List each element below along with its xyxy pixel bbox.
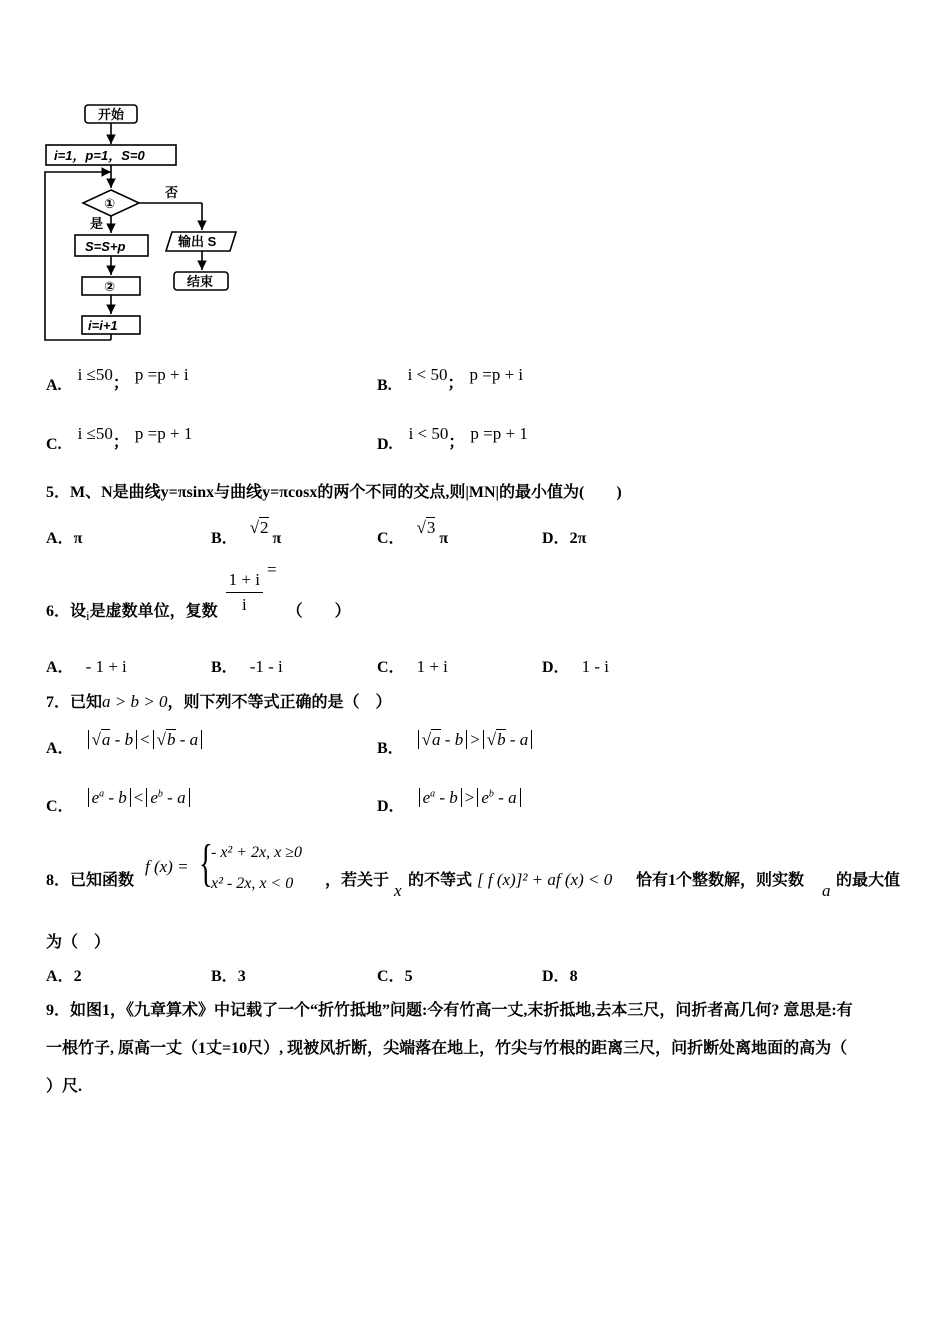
q6-stem: 6．设$_i$是虚数单位，复数 $\frac{1 + i}{i}$ = （ ） xyxy=(46,560,351,623)
q8-option-a: A．2 xyxy=(46,968,82,985)
q4-expr: p =p + 1 xyxy=(134,424,193,443)
q8-fx: f (x) = xyxy=(145,857,189,876)
q9-line2: 一根竹子, 原高一丈（1丈=10尺）, 现被风折断，尖端落在地上，竹尖与竹根的距离三尺，问折断处离地面的高为（ xyxy=(46,1040,848,1057)
q6-option-d: D． 1 - i xyxy=(542,657,609,676)
q7-option-a: A． √a - b < √b - a xyxy=(46,727,202,750)
q8-param: a xyxy=(822,881,831,900)
q7-option-b: B． √a - b > √b - a xyxy=(377,727,532,750)
q4-option-c: C. i ≤50； p =p + 1 xyxy=(46,424,193,453)
q7-option-d: D． $e^a - b > e^b - a$ xyxy=(377,785,521,808)
q8-mid3: 恰有1个整数解，则实数 xyxy=(636,872,805,889)
q4-option-a: A. i ≤50； p =p + i xyxy=(46,365,189,394)
option-label: A. xyxy=(46,377,62,394)
q4-option-d: D. i < 50； p =p + 1 xyxy=(377,424,528,453)
q4-cond: i ≤50 xyxy=(77,424,113,443)
q5-stem: 5．M、N是曲线y=πsinx与曲线y=πcosx的两个不同的交点,则|MN|的最小值为( ) xyxy=(46,484,622,501)
q6-option-a: A． - 1 + i xyxy=(46,657,127,676)
q6-option-b: B． -1 - i xyxy=(211,657,283,676)
q8-line2: 为（ ） xyxy=(46,934,111,951)
q6-option-c: C． 1 + i xyxy=(377,657,448,676)
q7-option-c: C． $e^a - b < e^b - a$ xyxy=(46,785,190,808)
flow-cond-text: ① xyxy=(104,196,116,211)
flow-end-text: 结束 xyxy=(187,274,214,289)
q8-option-d: D．8 xyxy=(542,968,578,985)
option-label: B. xyxy=(377,377,392,394)
flow-init-text: i=1，p=1，S=0 xyxy=(54,148,145,163)
q4-cond: i < 50 xyxy=(407,365,448,384)
q8-prefix: 8．已知函数 xyxy=(46,872,135,889)
q4-expr: p =p + 1 xyxy=(470,424,528,443)
flow-output-text: 输出 S xyxy=(178,234,217,249)
q7-stem: 7．已知a > b > 0，则下列不等式正确的是（ ） xyxy=(46,692,392,711)
q8-option-b: B．3 xyxy=(211,968,246,985)
q4-expr: p =p + i xyxy=(134,365,189,384)
q4-option-b: B. i < 50； p =p + i xyxy=(377,365,524,394)
flow-no-text: 否 xyxy=(165,185,179,200)
q8-ineq: [ f (x)]² + af (x) < 0 xyxy=(477,870,613,889)
option-label: D. xyxy=(377,436,393,453)
q4-cond: i < 50 xyxy=(408,424,449,443)
q8-mid1: ，若关于 xyxy=(325,872,390,889)
flow-start-text: 开始 xyxy=(98,107,125,122)
q8-case1: - x² + 2x, x ≥0 xyxy=(211,844,303,861)
flow-yes-text: 是 xyxy=(90,216,104,231)
q9-line3: ）尺. xyxy=(46,1078,83,1095)
q4-expr: p =p + i xyxy=(469,365,524,384)
flow-sum-text: S=S+p xyxy=(85,239,126,254)
q5-option-b: B．√2π xyxy=(211,518,282,547)
flow-step2-text: ② xyxy=(104,279,116,294)
flow-incr-text: i=i+1 xyxy=(88,318,118,333)
q6-fraction: $\frac{1 + i}{i}$ xyxy=(226,570,263,615)
q5-option-c: C．√3π xyxy=(377,518,449,547)
q8-brace: { xyxy=(199,835,213,892)
q4-cond: i ≤50 xyxy=(77,365,113,384)
q5-option-a: A．π xyxy=(46,530,83,547)
flowchart xyxy=(40,100,250,345)
q8-option-c: C．5 xyxy=(377,968,413,985)
q8-mid2: 的不等式 xyxy=(408,872,473,889)
q8-case2: x² - 2x, x < 0 xyxy=(211,875,294,892)
q8-var: x xyxy=(394,881,402,900)
q5-option-d: D．2π xyxy=(542,530,587,547)
q9-line1: 9．如图1，《九章算术》中记载了一个“折竹抵地”问题:今有竹高一丈,末折抵地,去本三尺，问折者高几何? 意思是:有 xyxy=(46,1002,853,1019)
q8-suffix: 的最大值 xyxy=(836,872,901,889)
option-label: C. xyxy=(46,436,62,453)
